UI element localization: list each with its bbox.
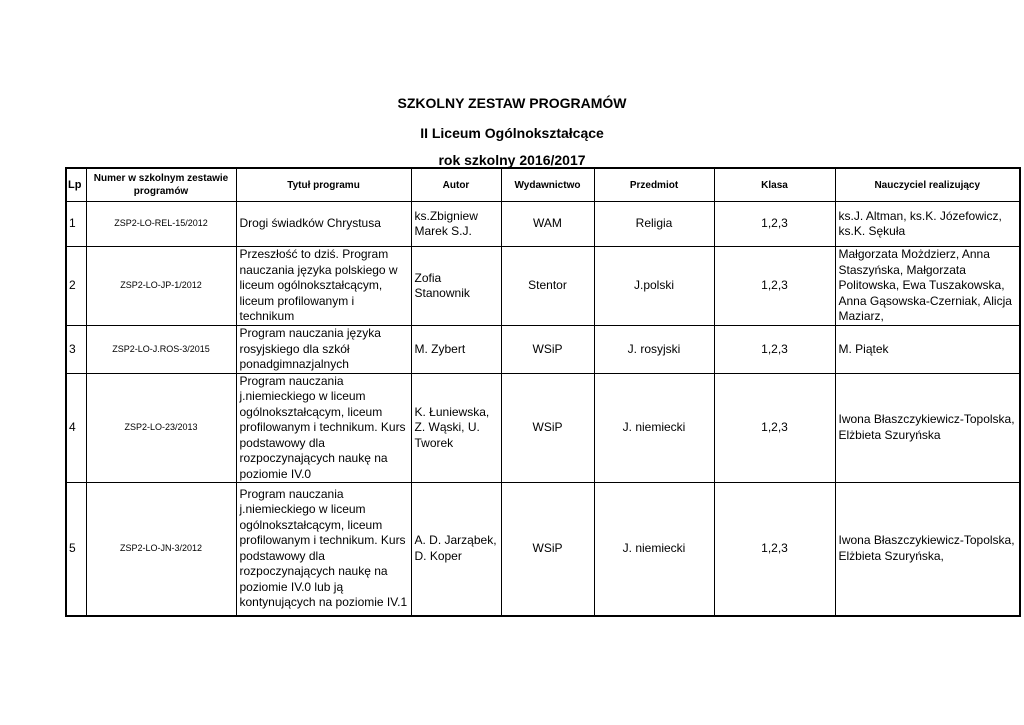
table-row [66,202,1020,247]
col-header-lp: Lp [66,168,86,202]
cell-publisher: WAM [501,202,594,247]
document-title: SZKOLNY ZESTAW PROGRAMÓW [397,95,627,111]
cell-lp: 4 [66,373,86,483]
cell-grade: 1,2,3 [714,247,835,326]
table-row [66,373,1020,483]
cell-number: ZSP2-LO-REL-15/2012 [86,202,236,247]
cell-title: Drogi świadków Chrystusa [236,202,411,247]
table-header [66,168,1020,202]
cell-title: Program nauczania j.niemieckiego w liceum ogólnokształcącym, liceum profilowanym i technikum. Kurs podstawowy dla rozpoczynających naukę na poziomie IV.0 lub ją kontynujących na poziomie IV.1 [236,483,411,616]
cell-publisher: Stentor [501,247,594,326]
cell-lp: 2 [66,247,86,326]
cell-teacher: Małgorzata Możdzierz, Anna Staszyńska, Małgorzata Politowska, Ewa Tuszakowska, Anna Gąsowska-Czerniak, Alicja Maziarz, [835,247,1020,326]
col-header-teacher: Nauczyciel realizujący [835,168,1020,202]
cell-title: Przeszłość to dziś. Program nauczania języka polskiego w liceum ogólnokształcącym, liceum profilowanym i technikum [236,247,411,326]
cell-publisher: WSiP [501,373,594,483]
cell-author: M. Zybert [411,326,501,374]
school-name: II Liceum Ogólnokształcące [420,125,604,141]
cell-subject: J. rosyjski [594,326,714,374]
table-row [66,326,1020,374]
cell-subject: J. niemiecki [594,373,714,483]
col-header-number: Numer w szkolnym zestawie programów [86,168,236,202]
cell-grade: 1,2,3 [714,373,835,483]
col-header-title: Tytuł programu [236,168,411,202]
cell-publisher: WSiP [501,326,594,374]
cell-author: K. Łuniewska, Z. Wąski, U. Tworek [411,373,501,483]
cell-lp: 3 [66,326,86,374]
cell-author: A. D. Jarząbek, D. Koper [411,483,501,616]
cell-author: ks.Zbigniew Marek S.J. [411,202,501,247]
cell-lp: 5 [66,483,86,616]
cell-teacher: Iwona Błaszczykiewicz-Topolska, Elżbieta Szuryńska, [835,483,1020,616]
cell-subject: Religia [594,202,714,247]
col-header-grade: Klasa [714,168,835,202]
cell-number: ZSP2-LO-23/2013 [86,373,236,483]
col-header-publisher: Wydawnictwo [501,168,594,202]
cell-number: ZSP2-LO-JN-3/2012 [86,483,236,616]
cell-teacher: ks.J. Altman, ks.K. Józefowicz, ks.K. Sękuła [835,202,1020,247]
cell-title: Program nauczania j.niemieckiego w liceum ogólnokształcącym, liceum profilowanym i technikum. Kurs podstawowy dla rozpoczynających naukę na poziomie IV.0 [236,373,411,483]
table-row [66,247,1020,326]
cell-teacher: Iwona Błaszczykiewicz-Topolska, Elżbieta Szuryńska [835,373,1020,483]
cell-subject: J. niemiecki [594,483,714,616]
cell-lp: 1 [66,202,86,247]
programs-table [65,167,1021,617]
cell-grade: 1,2,3 [714,483,835,616]
cell-teacher: M. Piątek [835,326,1020,374]
cell-subject: J.polski [594,247,714,326]
table-row [66,483,1020,616]
col-header-subject: Przedmiot [594,168,714,202]
cell-title: Program nauczania języka rosyjskiego dla szkół ponadgimnazjalnych [236,326,411,374]
school-year: rok szkolny 2016/2017 [438,152,586,168]
cell-grade: 1,2,3 [714,202,835,247]
cell-number: ZSP2-LO-JP-1/2012 [86,247,236,326]
cell-number: ZSP2-LO-J.ROS-3/2015 [86,326,236,374]
cell-author: Zofia Stanownik [411,247,501,326]
cell-grade: 1,2,3 [714,326,835,374]
cell-publisher: WSiP [501,483,594,616]
col-header-author: Autor [411,168,501,202]
